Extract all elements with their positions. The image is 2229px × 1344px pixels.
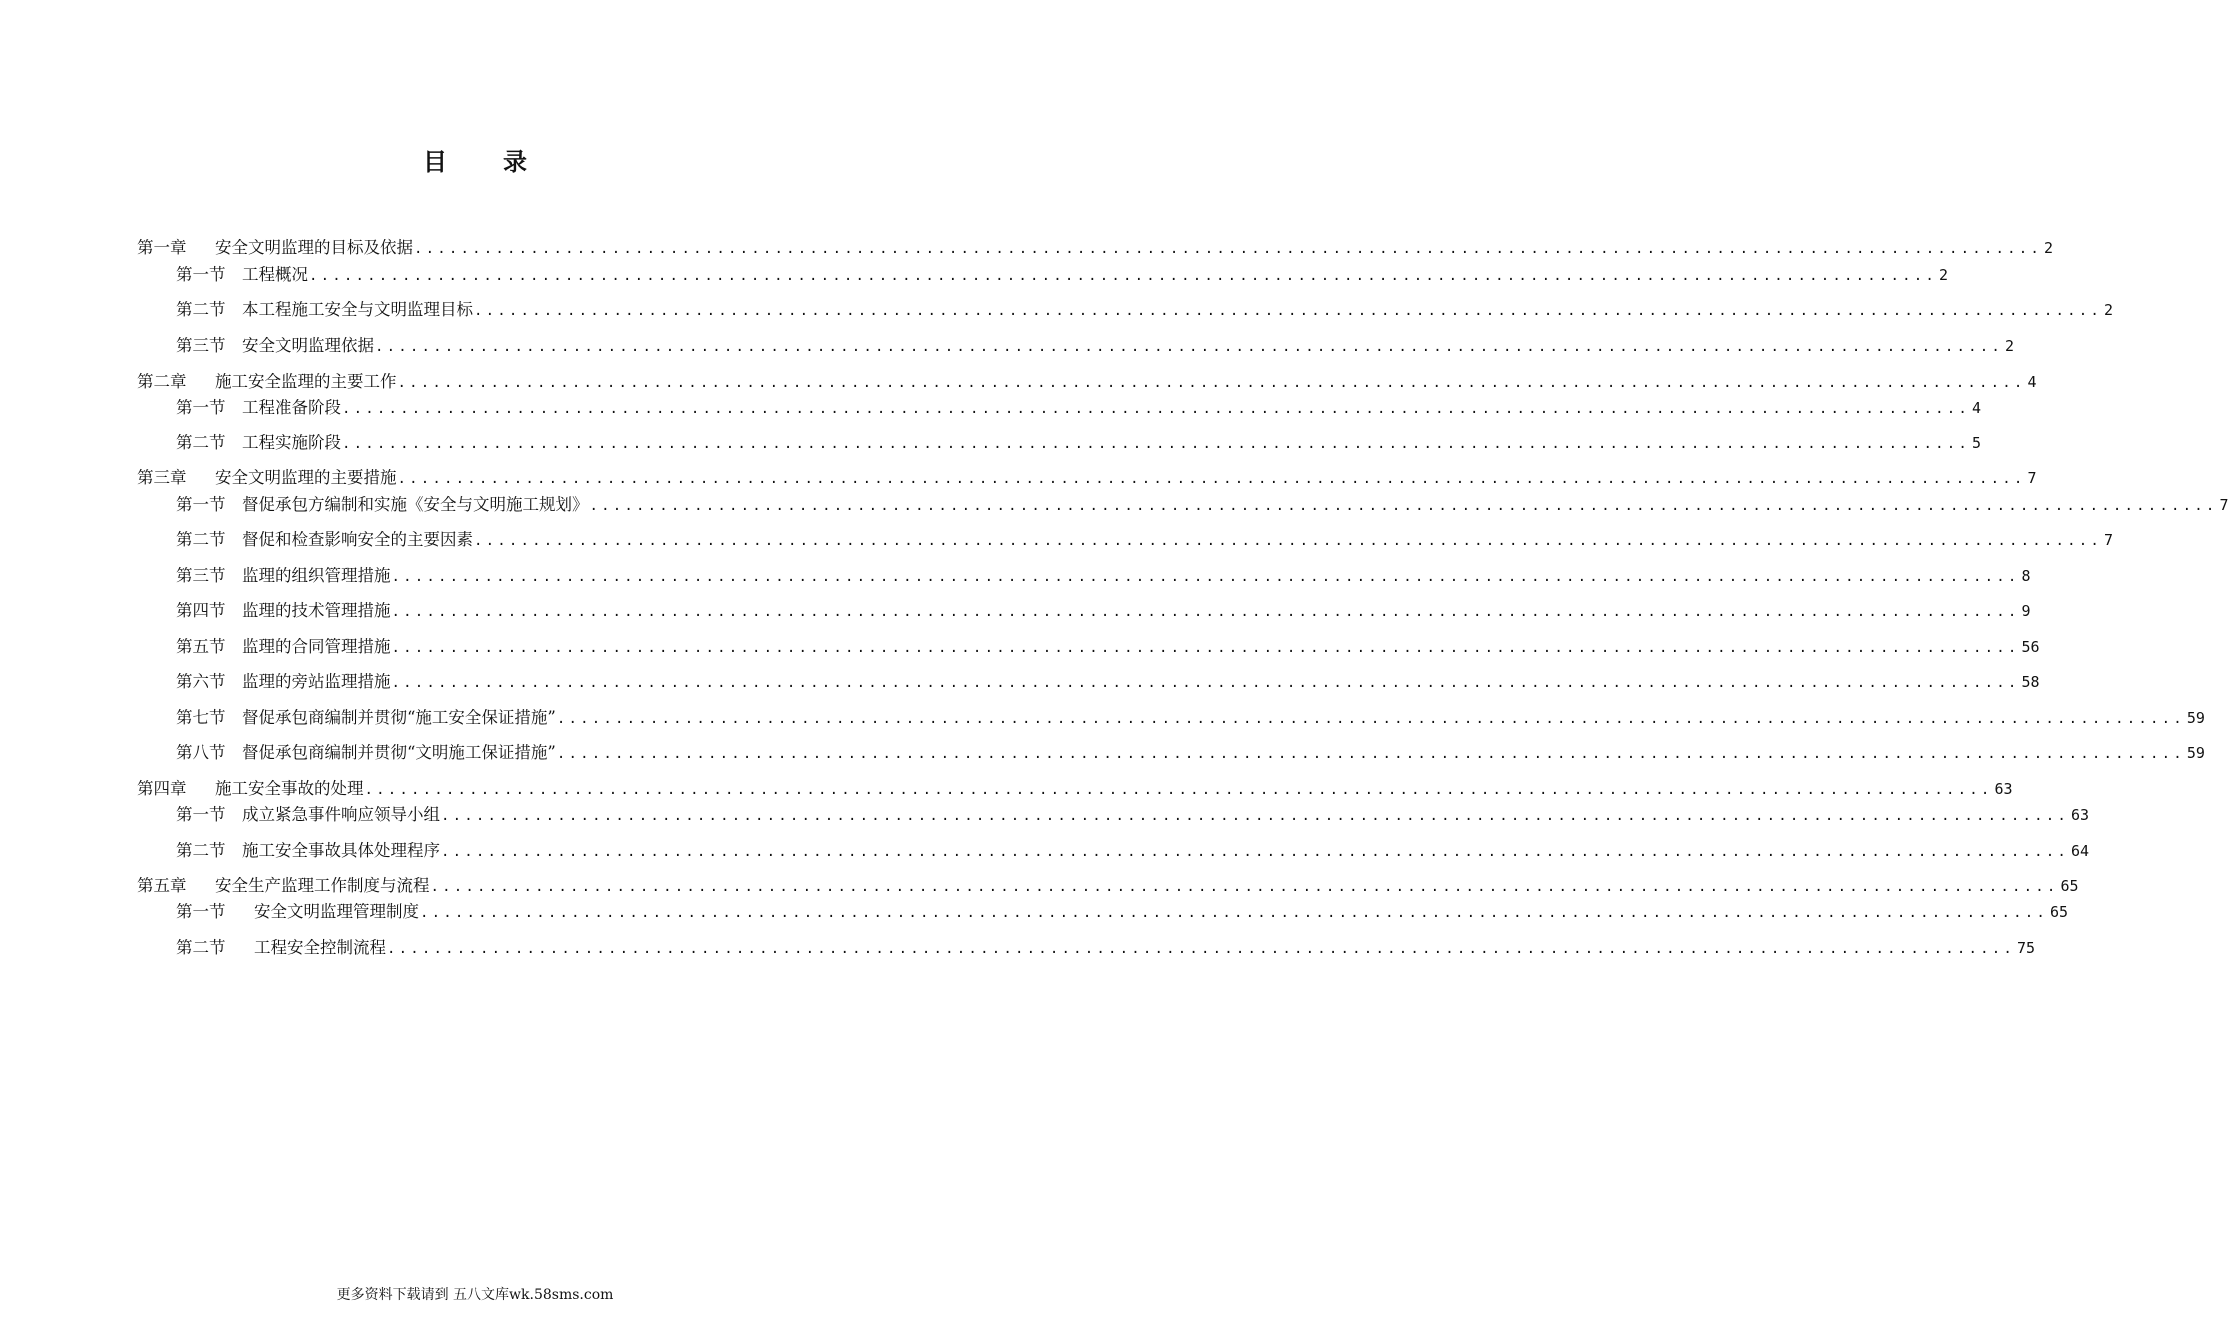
- toc-leader-dots: ............................................................................................................................................: [430, 879, 2059, 895]
- toc-page-number: 8: [2021, 567, 2031, 585]
- toc-entry-text: 安全文明监理的目标及依据: [215, 238, 413, 257]
- toc-leader-dots: ............................................................................................................................................: [364, 782, 1993, 798]
- toc-entry-label: [176, 635, 391, 659]
- toc-entry-number: 第一节: [176, 265, 226, 284]
- toc-entry-text: 监理的技术管理措施: [242, 601, 391, 620]
- toc-leader-dots: ............................................................................................................................................: [397, 375, 2026, 391]
- toc-chapter-entry[interactable]: [137, 777, 2013, 801]
- toc-page-number: 7: [2219, 496, 2229, 514]
- toc-entry-label: [176, 431, 341, 455]
- toc-page-number: 63: [1994, 780, 2013, 798]
- toc-entry-text: 安全文明监理管理制度: [254, 902, 419, 921]
- toc-entry-label: [176, 298, 473, 322]
- toc-entry-text: 安全文明监理依据: [242, 336, 374, 355]
- toc-section-entry[interactable]: [176, 298, 2114, 322]
- toc-page-number: 56: [2021, 638, 2040, 656]
- toc-page-number: 7: [2104, 531, 2114, 549]
- toc-entry-number: 第一节: [176, 805, 226, 824]
- toc-entry-text: 督促承包商编制并贯彻“文明施工保证措施”: [242, 743, 556, 762]
- toc-section-entry[interactable]: [176, 396, 1982, 420]
- toc-chapter-entry[interactable]: [137, 236, 2054, 260]
- toc-page-number: 59: [2186, 744, 2205, 762]
- toc-entry-label: [176, 528, 473, 552]
- toc-leader-dots: ............................................................................................................................................: [420, 905, 2049, 921]
- toc-leader-dots: ............................................................................................................................................: [441, 808, 2070, 824]
- toc-entry-number: 第三节: [176, 336, 226, 355]
- toc-section-entry[interactable]: [176, 599, 2031, 623]
- toc-leader-dots: ............................................................................................................................................: [342, 401, 1971, 417]
- toc-entry-number: 第二节: [176, 530, 226, 549]
- toc-entry-number: 第一节: [176, 398, 226, 417]
- toc-section-entry[interactable]: [176, 803, 2090, 827]
- toc-page-number: 7: [2027, 469, 2037, 487]
- toc-entry-label: [176, 706, 556, 730]
- toc-section-entry[interactable]: [176, 528, 2114, 552]
- toc-entry-label: [176, 599, 391, 623]
- toc-entry-number: 第一节: [176, 495, 226, 514]
- toc-entry-text: 工程安全控制流程: [254, 938, 386, 957]
- toc-entry-number: 第二节: [176, 841, 226, 860]
- toc-leader-dots: ............................................................................................................................................: [474, 533, 2103, 549]
- toc-leader-dots: ............................................................................................................................................: [309, 268, 1938, 284]
- toc-leader-dots: ............................................................................................................................................: [391, 569, 2020, 585]
- toc-entry-text: 督促承包商编制并贯彻“施工安全保证措施”: [242, 708, 556, 727]
- toc-page-number: 64: [2071, 842, 2090, 860]
- toc-entry-label: [176, 839, 440, 863]
- toc-leader-dots: ............................................................................................................................................: [556, 711, 2185, 727]
- toc-entry-text: 施工安全监理的主要工作: [215, 372, 397, 391]
- toc-entry-label: [137, 777, 364, 801]
- toc-leader-dots: ............................................................................................................................................: [397, 471, 2026, 487]
- toc-page-number: 65: [2060, 877, 2079, 895]
- toc-entry-text: 工程概况: [242, 265, 308, 284]
- toc-entry-text: 监理的组织管理措施: [242, 566, 391, 585]
- toc-entry-number: 第六节: [176, 672, 226, 691]
- toc-leader-dots: ............................................................................................................................................: [474, 303, 2103, 319]
- toc-chapter-entry[interactable]: [137, 874, 2079, 898]
- toc-section-entry[interactable]: [176, 741, 2205, 765]
- toc-chapter-entry[interactable]: [137, 370, 2037, 394]
- toc-entry-label: [176, 670, 391, 694]
- toc-page-number: 4: [2027, 373, 2037, 391]
- toc-section-entry[interactable]: [176, 493, 2229, 517]
- toc-page-number: 9: [2021, 602, 2031, 620]
- toc-entry-text: 监理的合同管理措施: [242, 637, 391, 656]
- toc-leader-dots: ............................................................................................................................................: [414, 241, 2043, 257]
- toc-page-number: 58: [2021, 673, 2040, 691]
- toc-leader-dots: ............................................................................................................................................: [387, 941, 2016, 957]
- toc-entry-number: 第二节: [176, 938, 226, 957]
- toc-entry-label: [137, 370, 397, 394]
- toc-section-entry[interactable]: [176, 900, 2069, 924]
- title-left-char: 目: [423, 147, 447, 176]
- toc-entry-text: 工程实施阶段: [242, 433, 341, 452]
- toc-page-number: 2: [2104, 301, 2114, 319]
- toc-entry-label: [176, 803, 440, 827]
- toc-page-number: 59: [2186, 709, 2205, 727]
- toc-page-number: 65: [2050, 903, 2069, 921]
- toc-entry-label: [176, 334, 374, 358]
- toc-entry-text: 工程准备阶段: [242, 398, 341, 417]
- toc-section-entry[interactable]: [176, 936, 2036, 960]
- footer-text: 更多资料下载请到 五八文库wk.58sms.com: [336, 1287, 614, 1303]
- page-title: [0, 142, 950, 177]
- toc-entry-number: 第四节: [176, 601, 226, 620]
- toc-entry-number: 第三节: [176, 566, 226, 585]
- toc-leader-dots: ............................................................................................................................................: [391, 640, 2020, 656]
- toc-entry-label: [176, 263, 308, 287]
- toc-entry-number: 第五节: [176, 637, 226, 656]
- toc-entry-text: 督促和检查影响安全的主要因素: [242, 530, 473, 549]
- toc-section-entry[interactable]: [176, 706, 2205, 730]
- toc-page-number: 63: [2071, 806, 2090, 824]
- toc-entry-text: 安全生产监理工作制度与流程: [215, 876, 430, 895]
- toc-entry-number: 第二节: [176, 300, 226, 319]
- toc-section-entry[interactable]: [176, 635, 2040, 659]
- toc-entry-number: 第一节: [176, 902, 226, 921]
- toc-section-entry[interactable]: [176, 564, 2031, 588]
- toc-entry-number: 第四章: [137, 779, 187, 798]
- toc-page-number: 2: [2005, 337, 2015, 355]
- toc-entry-text: 本工程施工安全与文明监理目标: [242, 300, 473, 319]
- toc-page-number: 4: [1972, 399, 1982, 417]
- toc-leader-dots: ............................................................................................................................................: [441, 844, 2070, 860]
- toc-leader-dots: ............................................................................................................................................: [375, 339, 2004, 355]
- toc-entry-number: 第七节: [176, 708, 226, 727]
- toc-section-entry[interactable]: [176, 263, 1949, 287]
- toc-entry-label: [176, 741, 556, 765]
- toc-entry-text: 安全文明监理的主要措施: [215, 468, 397, 487]
- toc-page-number: 2: [1939, 266, 1949, 284]
- toc-leader-dots: ............................................................................................................................................: [391, 604, 2020, 620]
- title-right-char: 录: [503, 147, 527, 176]
- toc-section-entry[interactable]: [176, 839, 2090, 863]
- toc-entry-text: 督促承包方编制和实施《安全与文明施工规划》: [242, 495, 589, 514]
- toc-entry-text: 施工安全事故的处理: [215, 779, 364, 798]
- toc-leader-dots: ............................................................................................................................................: [391, 675, 2020, 691]
- toc-section-entry[interactable]: [176, 431, 1982, 455]
- toc-entry-number: 第五章: [137, 876, 187, 895]
- toc-entry-label: [176, 936, 386, 960]
- toc-entry-number: 第二章: [137, 372, 187, 391]
- toc-entry-label: [176, 564, 391, 588]
- toc-entry-text: 施工安全事故具体处理程序: [242, 841, 440, 860]
- toc-entry-number: 第八节: [176, 743, 226, 762]
- toc-entry-text: 监理的旁站监理措施: [242, 672, 391, 691]
- toc-section-entry[interactable]: [176, 670, 2040, 694]
- toc-entry-number: 第二节: [176, 433, 226, 452]
- toc-chapter-entry[interactable]: [137, 466, 2037, 490]
- toc-leader-dots: ............................................................................................................................................: [556, 746, 2185, 762]
- toc-entry-number: 第三章: [137, 468, 187, 487]
- toc-entry-text: 成立紧急事件响应领导小组: [242, 805, 440, 824]
- toc-entry-label: [137, 874, 430, 898]
- toc-section-entry[interactable]: [176, 334, 2015, 358]
- toc-entry-label: [176, 396, 341, 420]
- toc-entry-number: 第一章: [137, 238, 187, 257]
- toc-page-number: 5: [1972, 434, 1982, 452]
- toc-leader-dots: ............................................................................................................................................: [342, 436, 1971, 452]
- toc-page-number: 2: [2044, 239, 2054, 257]
- toc-entry-label: [137, 466, 397, 490]
- toc-page-number: 75: [2017, 939, 2036, 957]
- toc-entry-label: [137, 236, 413, 260]
- toc-leader-dots: ............................................................................................................................................: [589, 498, 2218, 514]
- toc-entry-label: [176, 900, 419, 924]
- toc-entry-label: [176, 493, 589, 517]
